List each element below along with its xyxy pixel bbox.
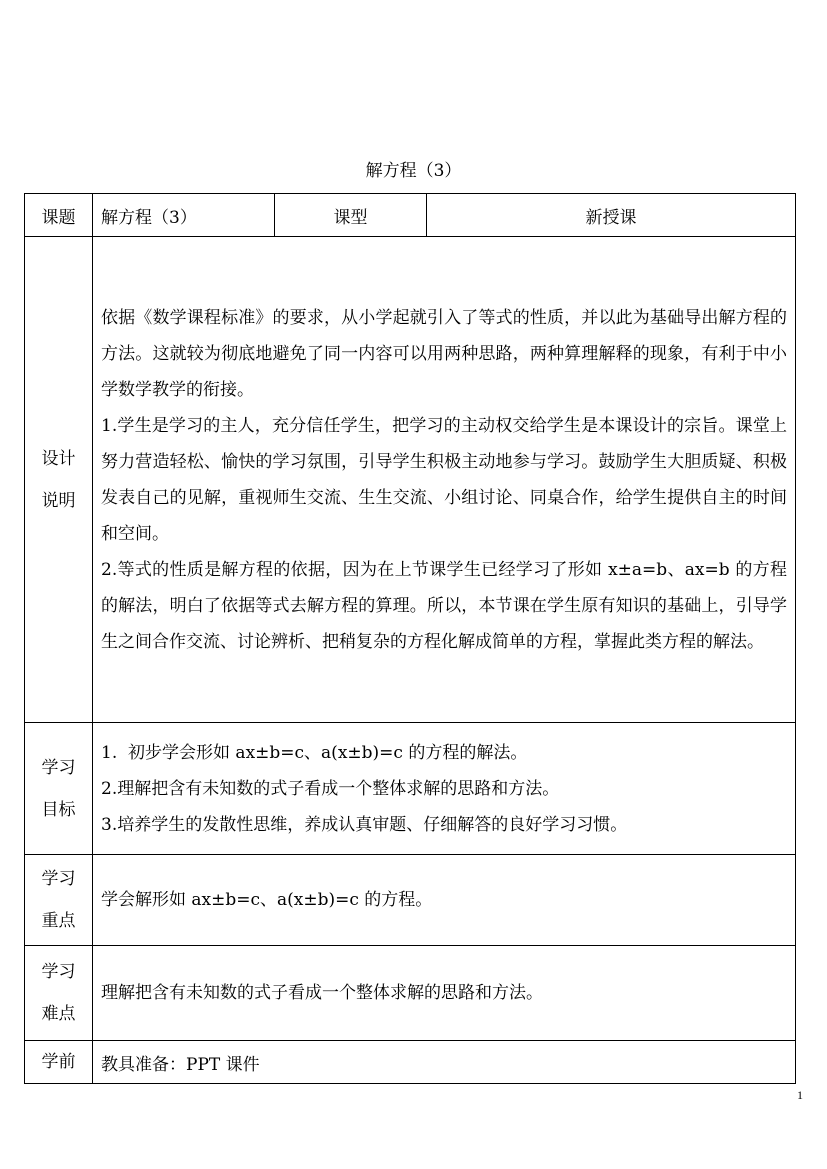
lesson-plan-table	[24, 193, 796, 1084]
design-paragraph: 依据《数学课程标准》的要求，从小学起就引入了等式的性质，并以此为基础导出解方程的方法。这就较为彻底地避免了同一内容可以用两种思路，两种算理解释的现象，有利于中小学数学教学的衔接。	[101, 307, 787, 400]
design-paragraph: 2.等式的性质是解方程的依据，因为在上节课学生已经学习了形如 x±a=b、ax=b 的方程的解法，明白了依据等式去解方程的算理。所以，本节课在学生原有知识的基础上，引导学生之间合作交流、讨论辨析、把稍复杂的方程化解成简单的方程，掌握此类方程的解法。	[101, 559, 787, 652]
focus-content: 学会解形如 ax±b=c、a(x±b)=c 的方程。	[93, 855, 796, 946]
prep-content: 教具准备：PPT 课件	[93, 1041, 796, 1084]
goals-content	[93, 723, 796, 855]
design-content	[93, 237, 796, 723]
type-label: 课型	[275, 194, 427, 237]
goals-label	[25, 723, 93, 855]
focus-label-line1: 学习	[41, 869, 76, 889]
design-row	[25, 237, 796, 723]
goals-label-line2: 目标	[41, 799, 76, 820]
goals-row	[25, 723, 796, 855]
goal-item: 2.理解把含有未知数的式子看成一个整体求解的思路和方法。	[101, 778, 560, 799]
focus-label-line2: 重点	[41, 911, 76, 931]
page-number: 1	[797, 1088, 803, 1102]
prep-row	[25, 1041, 796, 1084]
design-label-line2: 说明	[41, 490, 76, 511]
focus-label	[25, 855, 93, 946]
difficulty-row	[25, 946, 796, 1041]
type-value: 新授课	[427, 194, 796, 237]
header-row	[25, 194, 796, 237]
focus-row	[25, 855, 796, 946]
prep-label: 学前	[25, 1041, 93, 1084]
goal-item: 1. 初步学会形如 ax±b=c、a(x±b)=c 的方程的解法。	[101, 742, 528, 763]
document-title: 解方程（3）	[365, 161, 462, 181]
goal-item: 3.培养学生的发散性思维，养成认真审题、仔细解答的良好学习习惯。	[101, 814, 628, 835]
topic-value: 解方程（3）	[93, 194, 275, 237]
difficulty-label	[25, 946, 93, 1041]
design-label-line1: 设计	[41, 448, 76, 469]
difficulty-label-line1: 学习	[41, 962, 76, 982]
topic-label: 课题	[25, 194, 93, 237]
difficulty-label-line2: 难点	[41, 1004, 76, 1024]
difficulty-content: 理解把含有未知数的式子看成一个整体求解的思路和方法。	[93, 946, 796, 1041]
goals-label-line1: 学习	[41, 757, 76, 778]
design-label	[25, 237, 93, 723]
design-paragraph: 1.学生是学习的主人，充分信任学生，把学习的主动权交给学生是本课设计的宗旨。课堂上努力营造轻松、愉快的学习氛围，引导学生积极主动地参与学习。鼓励学生大胆质疑、积极发表自己的见解，重视师生交流、生生交流、小组讨论、同桌合作，给学生提供自主的时间和空间。	[101, 415, 787, 544]
